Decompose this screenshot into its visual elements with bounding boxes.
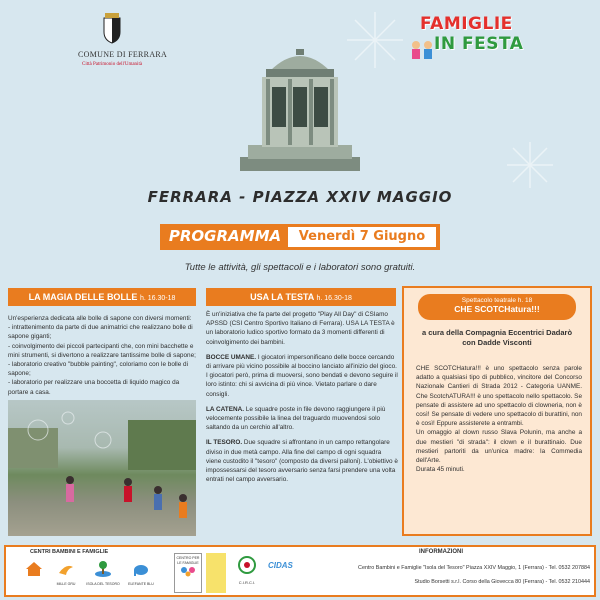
programma-banner [160, 224, 440, 250]
col2-title-bar [206, 288, 396, 306]
show-title: CHE SCOTCHatura!!! [454, 304, 540, 314]
col2-section-text: I giocatori impersonificano delle bocce cercando di arrivare più vicino possibile al boccino lanciato all'inizio del gioco. I giocatori però, prima di muoversi, sono bendati e devono seguire il loro istinto: chi si avvicina di più vince. Vietato parlare o dare consigli. [206, 353, 398, 398]
col2-section [206, 353, 398, 399]
children-icon [410, 40, 438, 60]
pavilion-illustration [230, 45, 370, 175]
col2-section-head: LA CATENA. [206, 405, 244, 413]
col2-section-text: Due squadre si affrontano in un campo rettangolare diviso in due metà campo. Alla fine del campo di ogni squadra viene custodito il "tesoro" (composto da diversi palloni). L'obiettivo è impossessarsi del tesoro avversario senza farsi prendere una volta entrati nel campo avversario. [206, 439, 398, 484]
col2-body [206, 310, 398, 490]
comune-label: COMUNE DI FERRARA [78, 50, 168, 59]
partner-logo [206, 553, 226, 593]
partner-logo-label: CENTRO PER LE FAMIGLIE [176, 556, 200, 565]
show-paragraph-2: Un omaggio al clown russo Slava Polunin, ma anche a due mestieri "di strada": il clown e il burattinaio. Due mestieri partoriti da un'unica madre: la Commedia dell'Arte. [416, 429, 582, 465]
col1-intro: Un'esperienza dedicata alle bolle di sapone con diversi momenti: [8, 315, 192, 322]
centri-logo [52, 561, 80, 593]
location-title: FERRARA - PIAZZA XXIV MAGGIO [147, 188, 453, 206]
centri-logo-label: MILLE GRU [56, 582, 76, 586]
show-duration: Durata 45 minuti. [416, 466, 465, 474]
partner-logo-label: C.I.R.C.I. [238, 580, 256, 585]
col2-title: USA LA TESTA [250, 292, 314, 302]
partner-logo [268, 561, 302, 581]
col1-title: LA MAGIA DELLE BOLLE [28, 292, 138, 302]
partner-logo-label: CIDAS [268, 561, 293, 570]
info-title: INFORMAZIONI [419, 549, 463, 555]
footer [4, 545, 596, 597]
col1-body [8, 314, 200, 397]
partner-logo [232, 555, 262, 593]
island-icon [94, 561, 112, 577]
centri-logo [86, 561, 120, 593]
kids-bubbles-photo [8, 400, 196, 536]
famiglie-in-festa-logo [410, 14, 540, 62]
col2-section-head: BOCCE UMANE. [206, 353, 257, 361]
show-credit-2: con Dadde Visconti [462, 338, 532, 347]
col2-section [206, 438, 398, 484]
famiglie-logo-line1: FAMIGLIE [420, 14, 513, 34]
comune-sub: Città Patrimonio dell'Umanità [82, 62, 143, 67]
show-time: Spettacolo teatrale h. 18 [461, 297, 533, 304]
show-title-bar [418, 294, 576, 320]
programma-label: PROGRAMMA [168, 227, 282, 245]
col1-item: - laboratorio per realizzare una boccetta di liquido magico da portare a casa. [8, 379, 180, 396]
col1-item: - coinvolgimento dei piccoli partecipanti che, con mini bacchette e mini strumenti, si divertono a realizzare tantissime bolle di sapone; [8, 342, 196, 359]
elephant-icon [132, 561, 150, 577]
house-icon [25, 561, 43, 577]
col1-item: - intrattenimento da parte di due animatrici che realizzano bolle di sapone giganti; [8, 324, 193, 341]
centri-logo-label: ISOLA DEL TESORO [86, 582, 120, 586]
show-body [416, 364, 582, 474]
show-card [402, 286, 592, 536]
programma-note: Tutte le attività, gli spettacoli e i laboratori sono gratuiti. [184, 262, 416, 273]
crane-bird-icon [57, 561, 75, 577]
col2-section-head: IL TESORO. [206, 439, 243, 447]
programma-date: Venerdì 7 Giugno [298, 229, 426, 244]
col2-section [206, 405, 398, 433]
famiglie-logo-line2: IN FESTA [434, 34, 524, 54]
show-credit-1: a cura della Compagnia Eccentrici Dadarò [421, 328, 573, 337]
info-line-1: Centro Bambini e Famiglie "Isola del Tesoro" Piazza XXIV Maggio, 1 (Ferrara) - Tel. 0532 207884 [358, 565, 590, 571]
show-paragraph-1: CHE SCOTCHatura!!! è uno spettacolo senza parole adatto a qualsiasi tipo di pubblico, vincitore del Concorso Nazionale Cantieri di Strada 2012 - Categoria UANME. Che ScotchATURA!!! è uno spettacolo nello spettacolo. Se pensate di assistere ad uno spettacolo di clowneria, non è così! Se pensate di vedere uno spettacolo di burattini, non è così! Eppure assisterete a entrambi. [416, 365, 582, 428]
col1-title-bar [8, 288, 196, 306]
centri-title: CENTRI BAMBINI E FAMIGLIE [30, 549, 109, 555]
family-icon [180, 566, 196, 578]
col2-time: h. 16.30-18 [316, 295, 352, 302]
centri-logo [124, 561, 158, 593]
decorative-burst-icon [505, 140, 555, 190]
col1-item: - laboratorio creativo "bubble painting", coloriamo con le bolle di sapone; [8, 361, 189, 378]
partner-logo [174, 553, 202, 593]
info-line-2: Studio Borsetti s.r.l. Corso della Giovecca 80 (Ferrara) - Tel. 0532 210444 [414, 579, 590, 585]
coat-of-arms-icon [100, 12, 124, 44]
col2-section-text: Le squadre poste in file devono raggiungere il più velocemente possibile la linea del traguardo muovendosi solo saltando da un cerchio all'altro. [206, 405, 386, 432]
comune-logo [60, 12, 190, 72]
col1-time: h. 16.30-18 [139, 295, 176, 302]
centri-logo-label: ELEFANTE BLU [128, 582, 154, 586]
centri-logo [20, 561, 48, 593]
col2-intro: È un'iniziativa che fa parte del progetto "Play All Day" di CSIamo APSSD (CSI Centro Sportivo Italiano di Ferrara). USA LA TESTA è un laboratorio ludico sportivo formato da 3 momenti differenti di coinvolgimento dei bambini. [206, 311, 395, 346]
circi-icon [236, 555, 258, 575]
